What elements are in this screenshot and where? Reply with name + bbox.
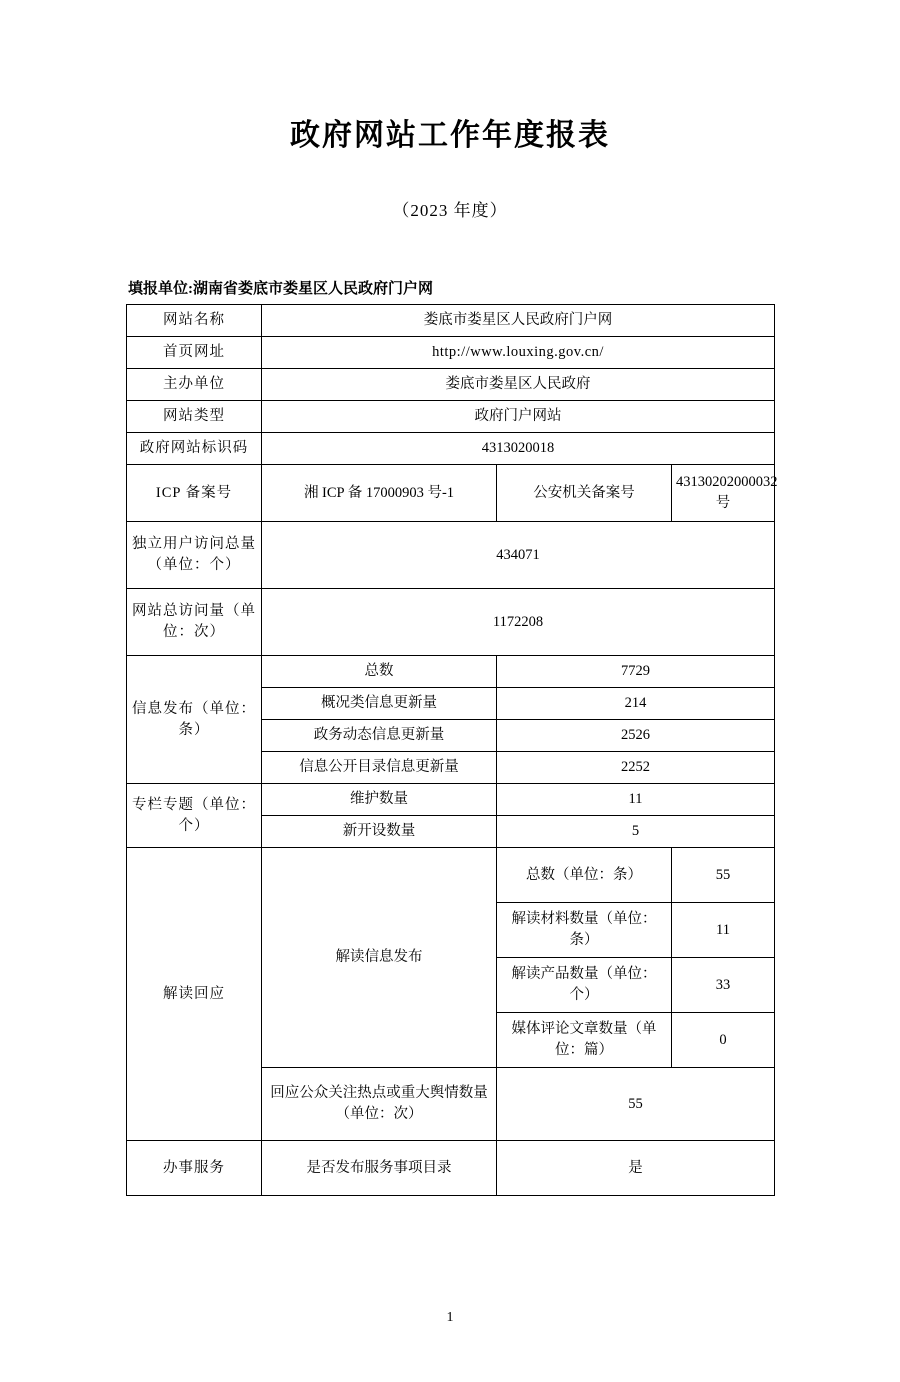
site-type-value: 政府门户网站 xyxy=(262,401,775,433)
table-row xyxy=(127,784,775,816)
response-hotspot-label: 回应公众关注热点或重大舆情数量（单位：次） xyxy=(262,1068,497,1141)
interpretation-release-label: 解读信息发布 xyxy=(262,848,497,1068)
annual-report-table xyxy=(126,304,778,1196)
page-subtitle: （2023 年度） xyxy=(392,201,508,220)
info-release-item-name: 政务动态信息更新量 xyxy=(262,720,497,752)
service-catalog-value: 是 xyxy=(497,1141,775,1196)
unique-visitors-value: 434071 xyxy=(262,522,775,589)
table-row xyxy=(127,369,775,401)
icp-label: ICP 备案号 xyxy=(127,465,262,522)
interpretation-item-name: 总数（单位：条） xyxy=(497,848,672,903)
total-visits-label: 网站总访问量（单位：次） xyxy=(127,589,262,656)
site-code-label: 政府网站标识码 xyxy=(127,433,262,465)
police-record-label: 公安机关备案号 xyxy=(497,465,672,522)
column-topic-item-name: 维护数量 xyxy=(262,784,497,816)
interpretation-item-value: 55 xyxy=(672,848,775,903)
interpretation-item-name: 解读材料数量（单位：条） xyxy=(497,903,672,958)
interpretation-item-value: 33 xyxy=(672,958,775,1013)
info-release-label: 信息发布（单位：条） xyxy=(127,656,262,784)
column-topic-label: 专栏专题（单位：个） xyxy=(127,784,262,848)
filler-unit-line xyxy=(126,277,774,298)
table-row xyxy=(127,589,775,656)
page-title: 政府网站工作年度报表 xyxy=(290,119,610,152)
info-release-item-name: 总数 xyxy=(262,656,497,688)
service-catalog-label: 是否发布服务事项目录 xyxy=(262,1141,497,1196)
interpretation-item-name: 媒体评论文章数量（单位：篇） xyxy=(497,1013,672,1068)
column-topic-item-value: 5 xyxy=(497,816,775,848)
column-topic-item-value: 11 xyxy=(497,784,775,816)
table-row xyxy=(127,522,775,589)
homepage-label: 首页网址 xyxy=(127,337,262,369)
interpretation-item-value: 0 xyxy=(672,1013,775,1068)
info-release-item-value: 2526 xyxy=(497,720,775,752)
table-row xyxy=(127,433,775,465)
total-visits-value: 1172208 xyxy=(262,589,775,656)
page-number: 1 xyxy=(446,1310,454,1325)
table-row xyxy=(127,1141,775,1196)
sponsor-label: 主办单位 xyxy=(127,369,262,401)
sponsor-value: 娄底市娄星区人民政府 xyxy=(262,369,775,401)
unique-visitors-label: 独立用户访问总量（单位：个） xyxy=(127,522,262,589)
response-hotspot-value: 55 xyxy=(497,1068,775,1141)
info-release-item-name: 概况类信息更新量 xyxy=(262,688,497,720)
filler-unit-value: 湖南省娄底市娄星区人民政府门户网 xyxy=(193,281,434,297)
column-topic-item-name: 新开设数量 xyxy=(262,816,497,848)
table-row xyxy=(127,337,775,369)
site-name-label: 网站名称 xyxy=(127,305,262,337)
homepage-value: http://www.louxing.gov.cn/ xyxy=(262,337,775,369)
icp-value: 湘 ICP 备 17000903 号-1 xyxy=(262,465,497,522)
interpretation-item-value: 11 xyxy=(672,903,775,958)
info-release-item-value: 2252 xyxy=(497,752,775,784)
table-row xyxy=(127,465,775,522)
interpretation-label: 解读回应 xyxy=(127,848,262,1141)
police-record-value: 43130202000032 号 xyxy=(672,465,775,522)
table-row xyxy=(127,656,775,688)
site-code-value: 4313020018 xyxy=(262,433,775,465)
info-release-item-value: 7729 xyxy=(497,656,775,688)
site-type-label: 网站类型 xyxy=(127,401,262,433)
document-page xyxy=(0,110,900,1382)
table-row xyxy=(127,305,775,337)
filler-unit-label: 填报单位: xyxy=(128,281,193,297)
service-label: 办事服务 xyxy=(127,1141,262,1196)
info-release-item-value: 214 xyxy=(497,688,775,720)
site-name-value: 娄底市娄星区人民政府门户网 xyxy=(262,305,775,337)
interpretation-item-name: 解读产品数量（单位：个） xyxy=(497,958,672,1013)
info-release-item-name: 信息公开目录信息更新量 xyxy=(262,752,497,784)
table-row xyxy=(127,401,775,433)
table-row xyxy=(127,848,775,903)
